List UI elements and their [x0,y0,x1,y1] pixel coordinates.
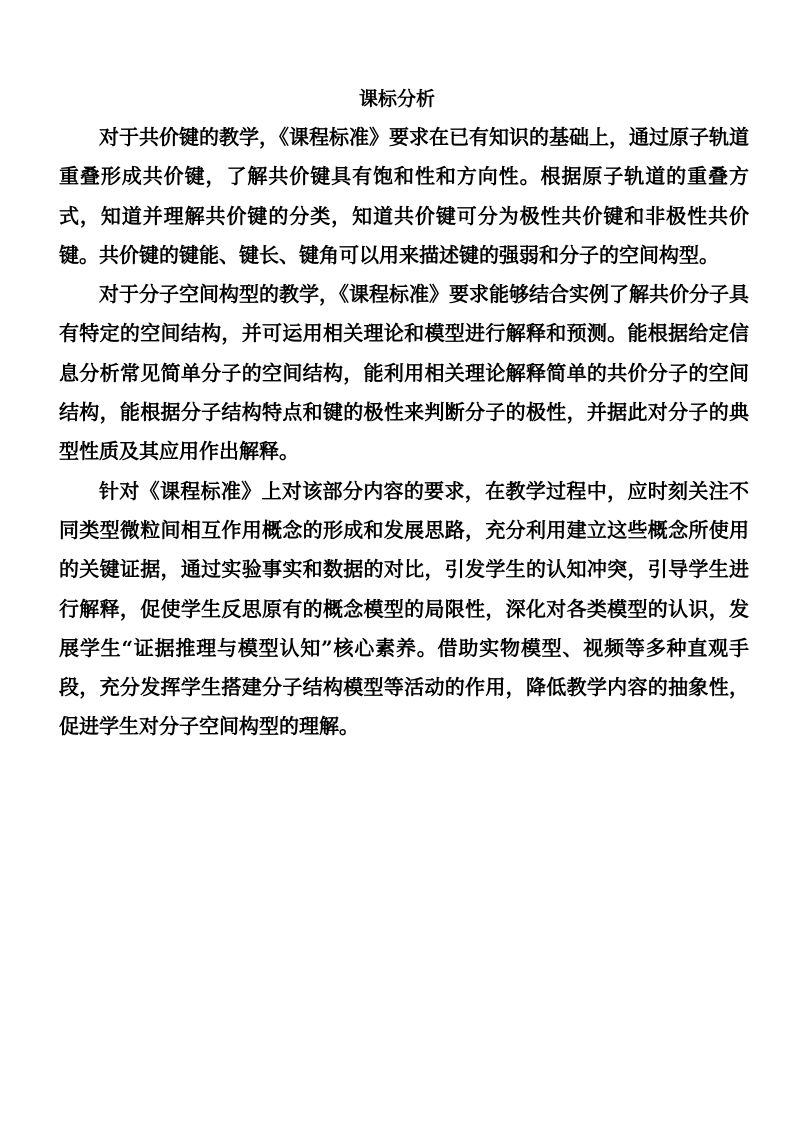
paragraph: 针对《课程标准》上对该部分内容的要求，在教学过程中，应时刻关注不同类型微粒间相互作用概念的形成和发展思路，充分利用建立这些概念所使用的关键证据，通过实验事实和数据的对比，引发学生的认知冲突，引导学生进行解释，促使学生反思原有的概念模型的局限性，深化对各类模型的认识，发展学生“证据推理与模型认知”核心素养。借助实物模型、视频等多种直观手段，充分发挥学生搭建分子结构模型等活动的作用，降低教学内容的抽象性，促进学生对分子空间构型的理解。 [59,478,749,739]
paragraph: 对于分子空间构型的教学，《课程标准》要求能够结合实例了解共价分子具有特定的空间结构，并可运用相关理论和模型进行解释和预测。能根据给定信息分析常见简单分子的空间结构，能利用相关理论解释简单的共价分子的空间结构，能根据分子结构特点和键的极性来判断分子的极性，并据此对分子的典型性质及其应用作出解释。 [59,282,749,464]
document-body [59,118,749,747]
page-title: 课标分析 [358,88,435,110]
paragraph: 对于共价键的教学，《课程标准》要求在已有知识的基础上，通过原子轨道重叠形成共价键，了解共价键具有饱和性和方向性。根据原子轨道的重叠方式，知道并理解共价键的分类，知道共价键可分为极性共价键和非极性共价键。共价键的键能、键长、键角可以用来描述键的强弱和分子的空间构型。 [59,125,749,267]
